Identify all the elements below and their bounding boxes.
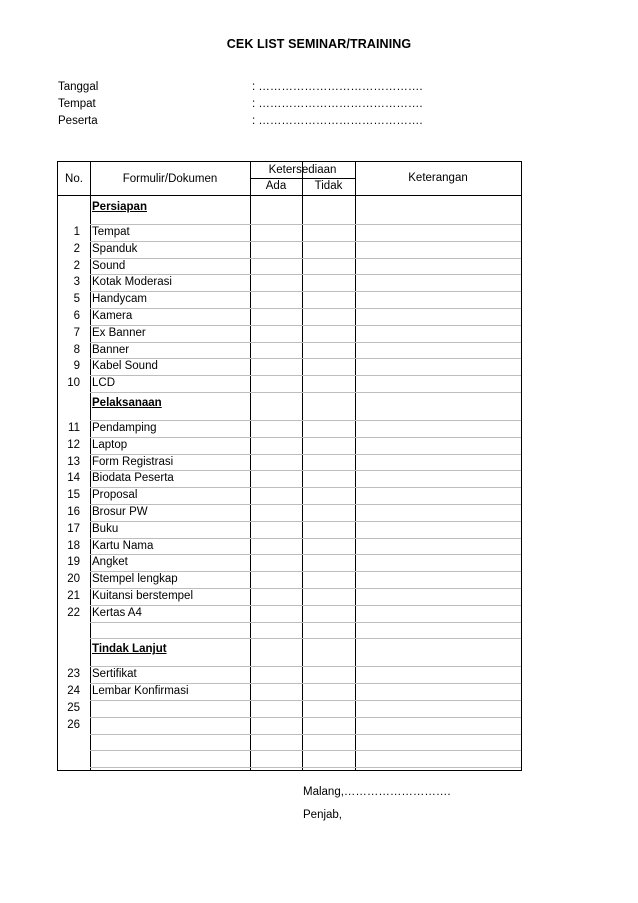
row-divider [90,291,521,292]
footer-place-date: Malang,………………………. [303,786,451,798]
row-item-label: Proposal [92,489,138,502]
row-number: 16 [67,506,80,518]
row-divider [90,392,521,393]
row-number: 8 [73,343,80,356]
row-number: 7 [73,326,80,339]
row-divider [90,258,521,259]
row-item-label: Biodata Peserta [92,472,174,485]
row-item-label: Kotak Moderasi [92,276,172,289]
row-divider [90,666,521,667]
row-number: 15 [67,489,80,502]
row-item-label: Kamera [92,310,133,322]
row-item-label: Stempel lengkap [92,573,178,586]
section-heading: Pelaksanaan [92,397,162,409]
row-item-label: LCD [92,377,116,390]
meta-tempat-label: Tempat [58,98,96,110]
row-divider [90,358,521,359]
row-divider [90,683,521,684]
row-number: 9 [73,360,80,373]
header-keterangan: Keterangan [408,172,468,184]
row-divider [90,420,521,421]
meta-tanggal-value: : ……………………………………. [252,81,423,93]
row-divider [90,588,521,589]
row-divider [90,605,521,606]
row-number: 10 [67,377,80,390]
row-item-label: Kabel Sound [92,360,158,373]
header-no: No. [65,173,83,185]
row-number: 12 [67,438,80,451]
footer-signer: Penjab, [303,809,343,821]
row-divider [90,734,521,735]
header-ada: Ada [265,180,287,192]
row-divider [90,454,521,455]
row-item-label: Brosur PW [92,506,148,518]
row-number: 2 [73,259,80,272]
header-ketersediaan: Ketersediaan [268,164,337,176]
row-number: 20 [67,573,80,586]
row-item-label: Kuitansi berstempel [92,590,193,602]
row-divider [90,224,521,225]
page-title: CEK LIST SEMINAR/TRAINING [226,37,412,51]
meta-tanggal-label: Tanggal [58,81,99,93]
row-number: 26 [67,718,80,731]
row-divider [90,504,521,505]
meta-peserta-label: Peserta [58,115,98,127]
row-item-label: Tempat [92,226,130,238]
row-number: 6 [73,310,80,322]
row-number: 2 [73,242,80,255]
row-divider [90,437,521,438]
row-number: 24 [67,685,80,698]
column-divider [250,162,251,770]
column-divider [302,162,303,770]
row-divider [90,622,521,623]
row-item-label: Sertifikat [92,668,137,681]
meta-peserta-value: : ……………………………………. [252,115,423,127]
row-number: 13 [67,455,80,468]
row-item-label: Sound [92,259,126,272]
row-divider [90,487,521,488]
row-divider [90,554,521,555]
column-divider [355,162,356,770]
header-tidak: Tidak [314,180,343,192]
row-number: 14 [67,472,80,485]
row-divider [90,375,521,376]
row-divider [90,717,521,718]
section-heading: Persiapan [92,201,147,213]
section-heading: Tindak Lanjut [92,643,167,656]
row-number: 17 [67,522,80,535]
row-divider [90,700,521,701]
checklist-table [57,161,522,771]
row-item-label: Pendamping [92,422,157,434]
row-item-label: Form Registrasi [92,455,174,468]
row-divider [90,241,521,242]
row-item-label: Kartu Nama [92,539,154,552]
row-divider [90,571,521,572]
row-item-label: Kertas A4 [92,606,142,619]
row-item-label: Spanduk [92,242,138,255]
row-divider [90,274,521,275]
header-bottom-line [58,195,521,196]
row-item-label: Angket [92,556,128,569]
row-divider [90,638,521,639]
row-number: 5 [73,293,80,306]
ketersediaan-subheader-line [250,178,355,179]
row-item-label: Lembar Konfirmasi [92,685,189,698]
row-number: 3 [73,276,80,289]
row-number: 18 [67,539,80,552]
row-divider [90,750,521,751]
row-divider [90,342,521,343]
row-number: 23 [67,668,80,681]
column-divider [90,162,91,770]
row-divider [90,325,521,326]
row-divider [90,470,521,471]
row-divider [90,521,521,522]
meta-tempat-value: : ……………………………………. [252,98,423,110]
row-number: 11 [68,422,80,434]
row-number: 1 [73,226,80,238]
row-item-label: Buku [92,522,119,535]
header-formulir: Formulir/Dokumen [122,173,218,185]
row-divider [90,767,521,768]
row-number: 22 [67,606,80,619]
row-number: 21 [67,590,80,602]
row-divider [90,538,521,539]
row-item-label: Ex Banner [92,326,146,339]
row-number: 19 [67,556,80,569]
row-number: 25 [67,702,80,714]
row-divider [90,308,521,309]
row-item-label: Banner [92,343,130,356]
row-item-label: Handycam [92,293,147,306]
row-item-label: Laptop [92,438,128,451]
